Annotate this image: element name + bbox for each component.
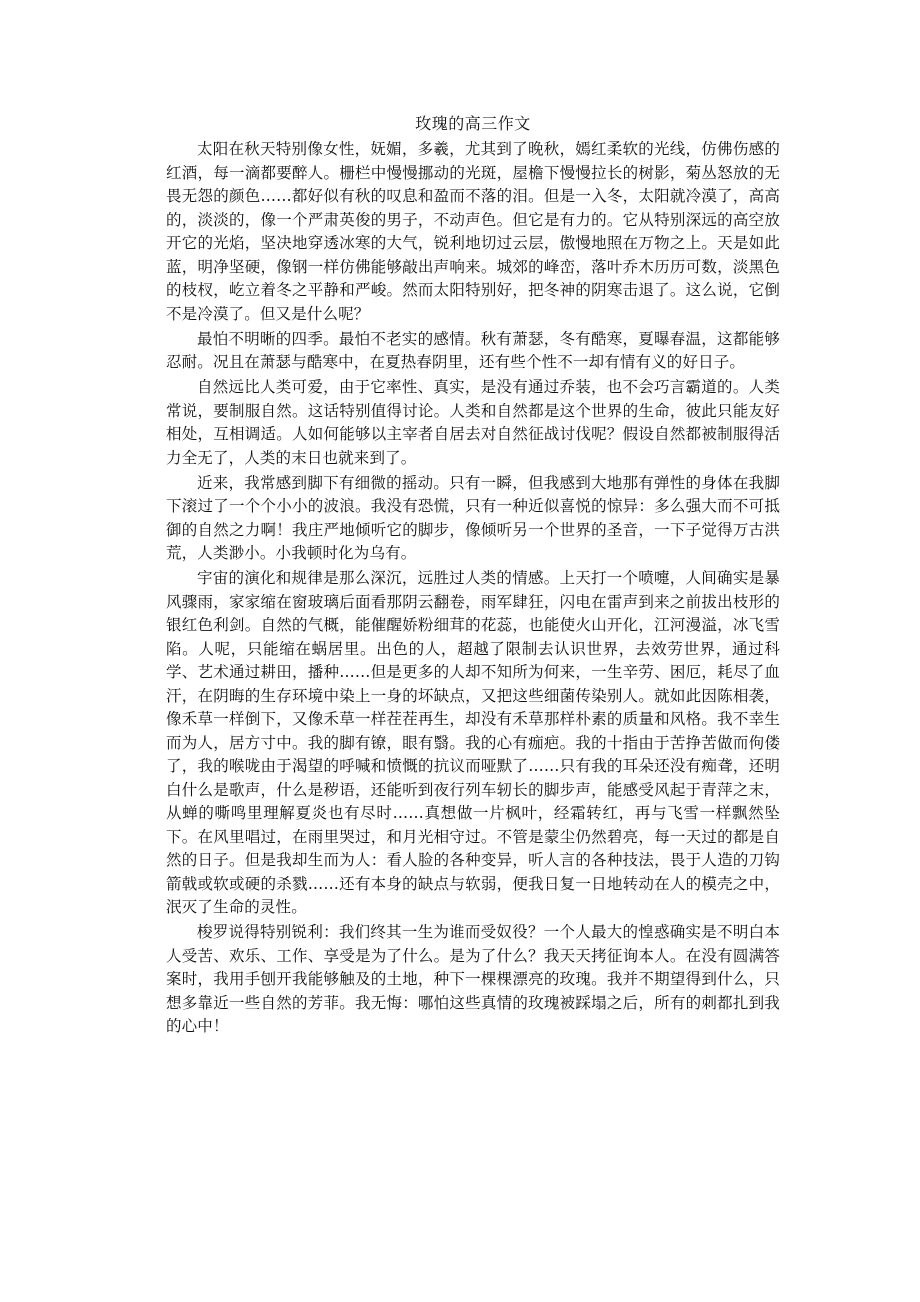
paragraph-thoreau-roses: 梭罗说得特别锐利：我们终其一生为谁而受奴役？一个人最大的惶惑确实是不明白本人受苦、欢乐、工作、享受是为了什么。是为了什么？我天天拷征询本人。在没有圆满答案时，我用手刨开我能够触及的土地，种下一棵棵漂亮的玫瑰。我并不期望得到什么，只想多靠近一些自然的芳菲。我无悔：哪怕这些真情的玫瑰被踩塌之后，所有的刺都扎到我的心中！ [166, 923, 780, 1035]
document-title: 玫瑰的高三作文 [415, 114, 531, 133]
paragraph-four-seasons: 最怕不明晰的四季。最怕不老实的感情。秋有萧瑟，冬有酷寒，夏曝春温，这都能够忍耐。况且在萧瑟与酷寒中，在夏热春阴里，还有些个性不一却有情有义的好日子。 [166, 329, 780, 371]
paragraph-nature-vs-humanity: 自然远比人类可爱，由于它率性、真实，是没有通过乔装，也不会巧言霸道的。人类常说，要制服自然。这话特别值得讨论。人类和自然都是这个世界的生命，彼此只能友好相处，互相调适。人如何能够以主宰者自居去对自然征战讨伐呢？假设自然都被制服得活力全无了，人类的末日也就来到了。 [166, 378, 780, 467]
document-page [166, 112, 780, 1040]
paragraph-universe-evolution: 宇宙的演化和规律是那么深沉，远胜过人类的情感。上天打一个喷嚏，人间确实是暴风骤雨，家家缩在窗玻璃后面看那阴云翻卷，雨军肆狂，闪电在雷声到来之前拔出枝形的银红色利剑。自然的气概，能催醒娇粉细茸的花蕊，也能使火山开化，江河漫溢，冰飞雪陷。人呢，只能缩在蜗居里。出色的人，超越了限制去认识世界，去效劳世界，通过科学、艺术通过耕田，播种……但是更多的人却不知所为何来，一生辛劳、困厄，耗尽了血汗，在阴晦的生存环境中染上一身的坏缺点，又把这些细菌传染别人。就如此因陈相袭，像禾草一样倒下，又像禾草一样茬茬再生，却没有禾草那样朴素的质量和风格。我不幸生而为人，居方寸中。我的脚有镣，眼有翳。我的心有痂疤。我的十指由于苦挣苦做而佝偻了，我的喉咙由于渴望的呼喊和愤慨的抗议而哑默了……只有我的耳朵还没有痴聋，还明白什么是歌声，什么是秽语，还能听到夜行列车轫长的脚步声，能感受风起于青萍之末，从蝉的嘶鸣里理解夏炎也有尽时……真想做一片枫叶，经霜转红，再与飞雪一样飘然坠下。在风里唱过，在雨里哭过，和月光相守过。不管是蒙尘仍然碧亮，每一天过的都是自然的日子。但是我却生而为人：看人脸的各种变异，听人言的各种技法，畏于人造的刀钩箭戟或软或硬的杀戮……还有本身的缺点与软弱，便我日复一日地转动在人的模壳之中，泯灭了生命的灵性。 [166, 569, 780, 916]
paragraph-earth-tremor: 近来，我常感到脚下有细微的摇动。只有一瞬，但我感到大地那有弹性的身体在我脚下滚过了一个个小小的波浪。我没有恐慌，只有一种近似喜悦的惊异：多么强大而不可抵御的自然之力啊！我庄严地倾听它的脚步，像倾听另一个世界的圣音，一下子觉得万古洪荒，人类渺小。小我顿时化为乌有。 [166, 473, 780, 562]
paragraph-autumn-winter-sun: 太阳在秋天特别像女性，妩媚，多羲，尤其到了晚秋，嫣红柔软的光线，仿佛伤感的红酒，每一滴都要醉人。栅栏中慢慢挪动的光斑，屋檐下慢慢拉长的树影，菊丛怒放的无畏无怨的颜色……都好似有秋的叹息和盈而不落的泪。但是一入冬，太阳就冷漠了，高高的，淡淡的，像一个严肃英俊的男子，不动声色。但它是有力的。它从特别深远的高空放开它的光焰，坚决地穿透冰寒的大气，锐利地切过云层，傲慢地照在万物之上。天是如此蓝，明净坚硬，像钢一样仿佛能够敲出声响来。城郊的峰峦，落叶乔木历历可数，淡黑色的枝杈，屹立着冬之平静和严峻。然而太阳特别好，把冬神的阴寒击退了。这么说，它倒不是冷漠了。但又是什么呢？ [166, 140, 780, 323]
